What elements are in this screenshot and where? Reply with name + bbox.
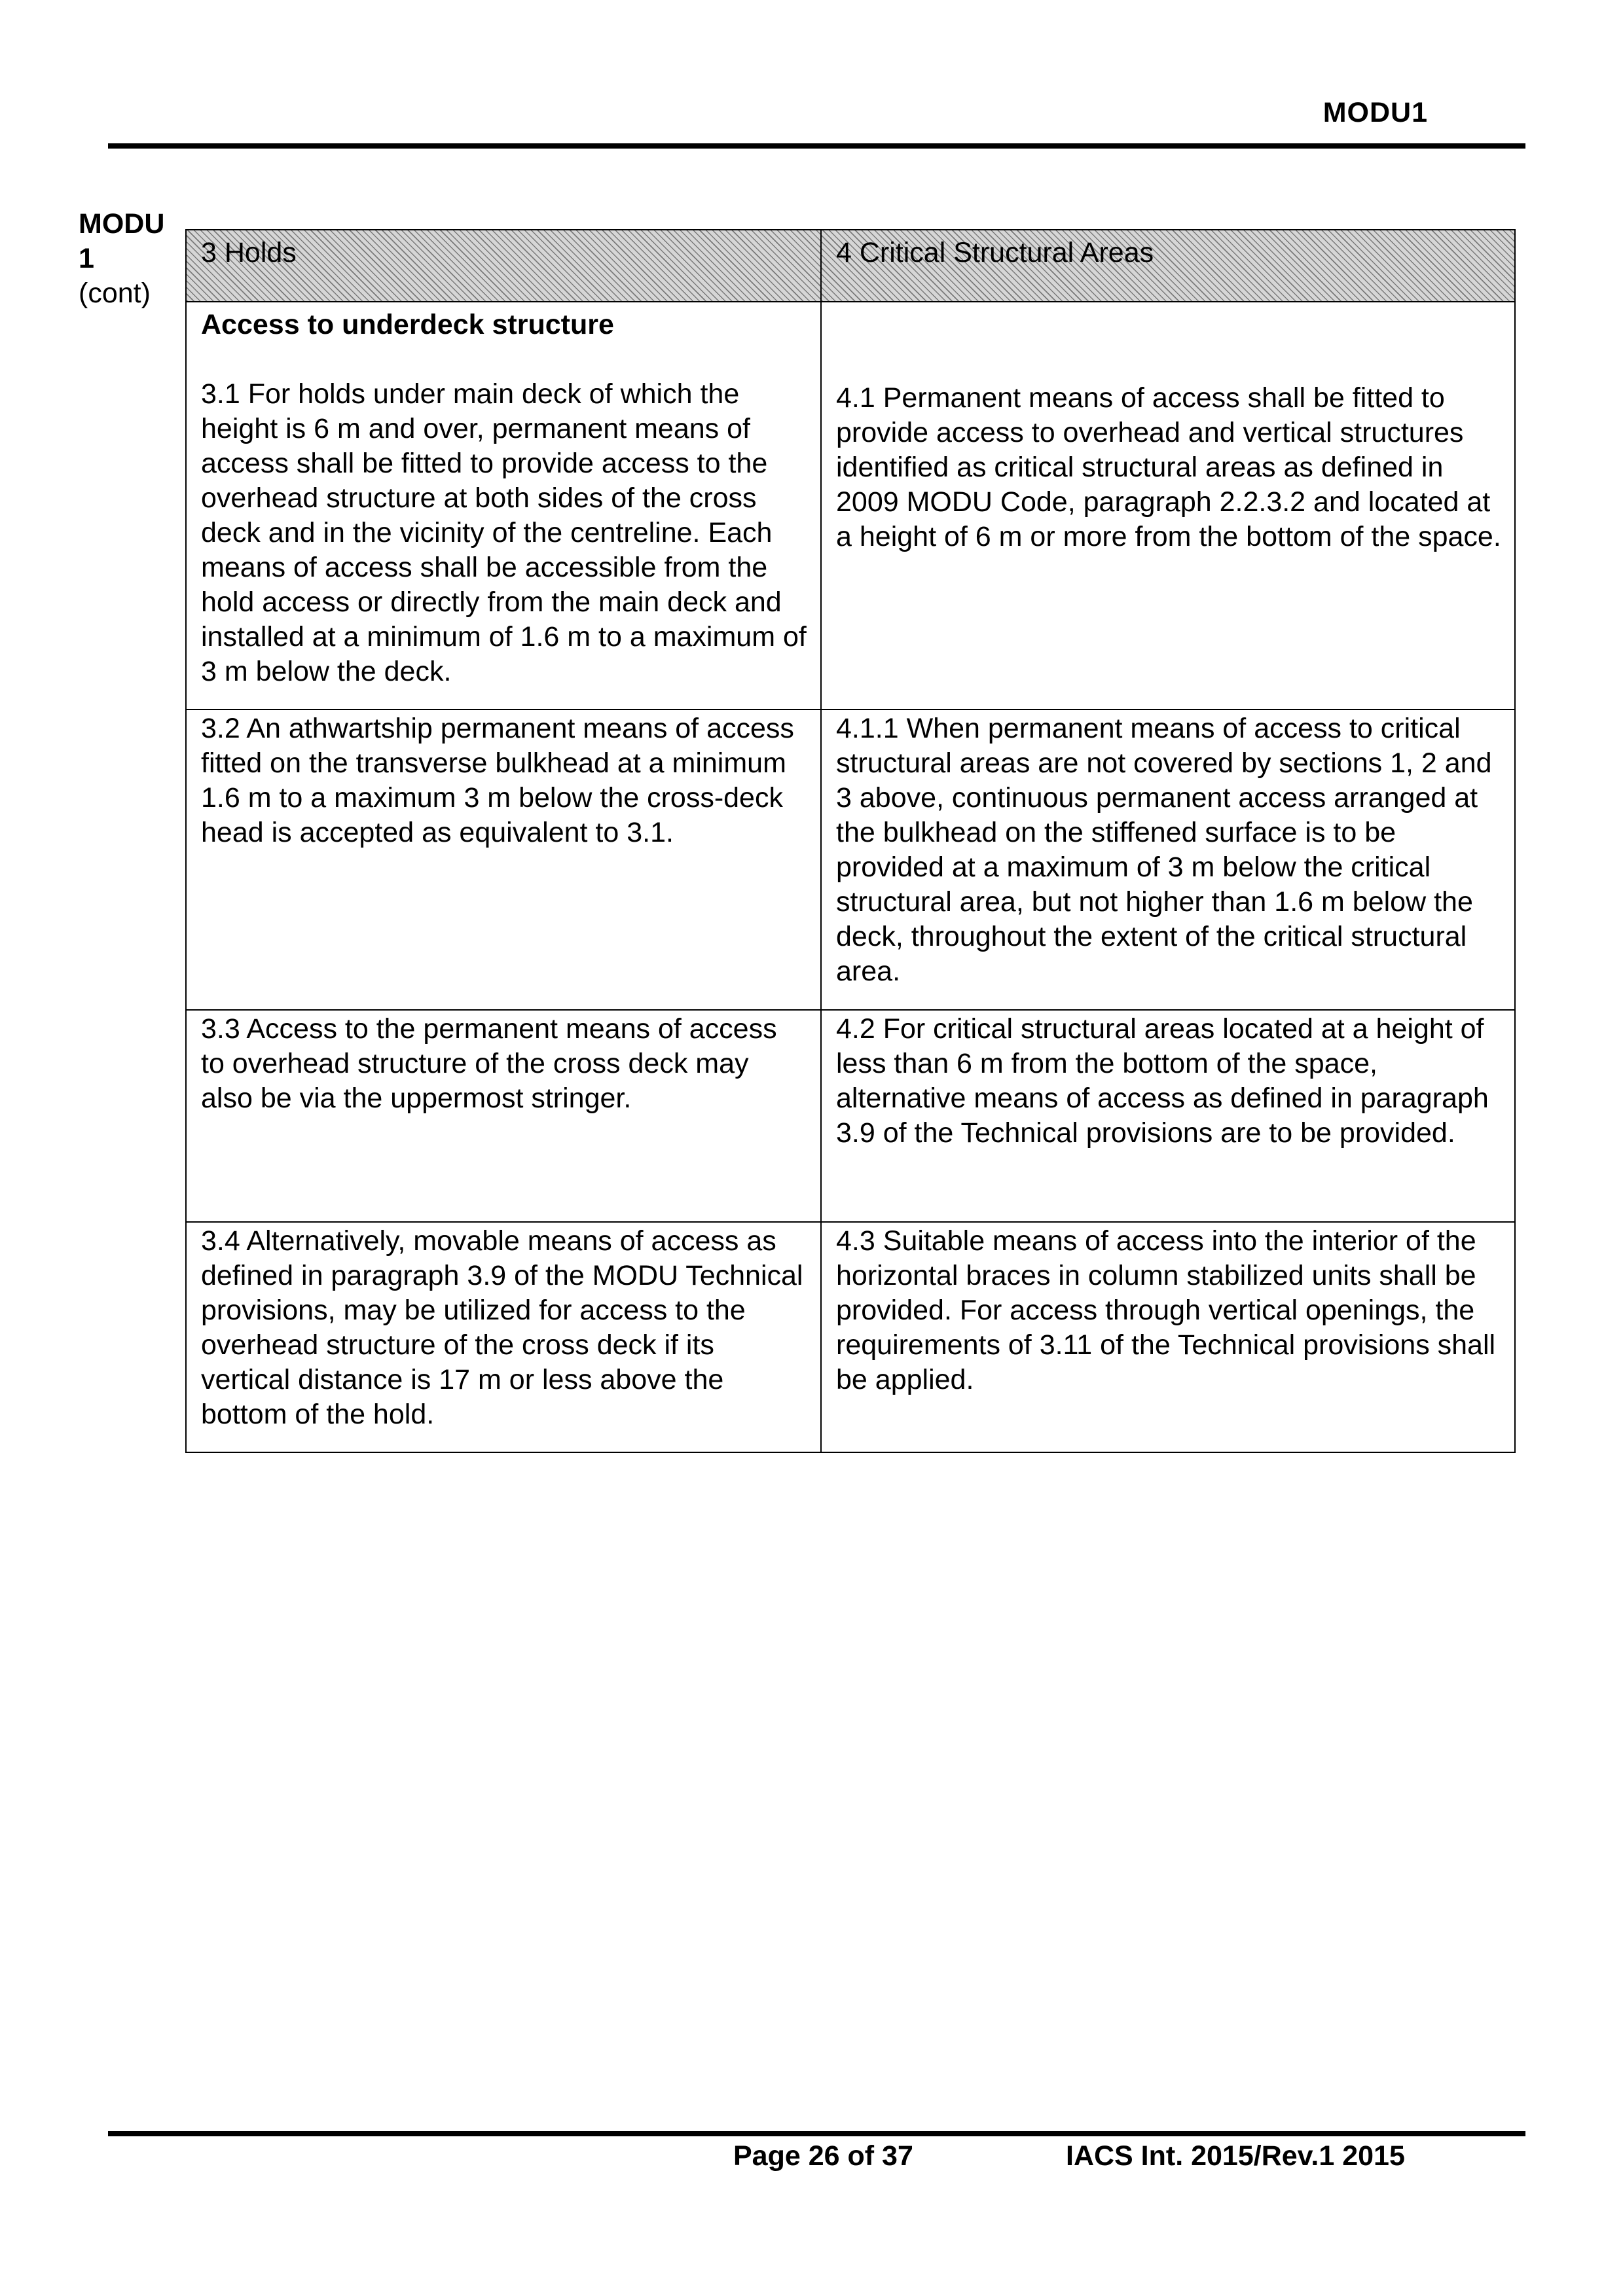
table-cell — [186, 302, 821, 709]
paragraph-4-1: 4.1 Permanent means of access shall be fitted to provide access to overhead and vertical structures identified as critical structural areas as defined in 2009 MODU Code, paragraph 2.2.3.2 and located at a height of 6 m or more from the bottom of the space. — [836, 382, 1501, 552]
paragraph-4-2: 4.2 For critical structural areas located at a height of less than 6 m from the bottom of the space, alternative means of access as defined in paragraph 3.9 of the Technical provisions are to be provided. — [836, 1013, 1489, 1149]
paragraph-4-3: 4.3 Suitable means of access into the interior of the horizontal braces in column stabilized units shall be provided. For access through vertical openings, the requirements of 3.11 of the Technical provisions shall be applied. — [836, 1225, 1496, 1395]
table-cell — [821, 1222, 1515, 1452]
table-row — [186, 1010, 1515, 1222]
table-cell — [186, 1222, 821, 1452]
header-rule — [108, 143, 1525, 149]
requirements-table — [185, 229, 1516, 1453]
paragraph-3-3: 3.3 Access to the permanent means of access to overhead structure of the cross deck may also be via the uppermost stringer. — [201, 1013, 777, 1114]
side-label — [79, 207, 177, 311]
table-row — [186, 302, 1515, 709]
footer-rule — [108, 2131, 1525, 2136]
paragraph-4-1-1: 4.1.1 When permanent means of access to critical structural areas are not covered by sections 1, 2 and 3 above, continuous permanent access arranged at the bulkhead on the stiffened surface is to be provided at a maximum of 3 m below the critical structural area, but not higher than 1.6 m below the deck, throughout the extent of the critical structural area. — [836, 713, 1492, 987]
page-number: Page 26 of 37 — [733, 2140, 913, 2172]
column-header-critical-areas: 4 Critical Structural Areas — [821, 230, 1515, 302]
paragraph-3-2: 3.2 An athwartship permanent means of access fitted on the transverse bulkhead at a minimum 1.6 m to a maximum 3 m below the cross-deck head is accepted as equivalent to 3.1. — [201, 713, 794, 848]
table-header-row — [186, 230, 1515, 302]
table-row — [186, 709, 1515, 1010]
column-header-holds: 3 Holds — [186, 230, 821, 302]
paragraph-3-1: 3.1 For holds under main deck of which the height is 6 m and over, permanent means of access shall be fitted to provide access to the overhead structure at both sides of the cross deck and in the vicinity of the centreline. Each means of access shall be accessible from the hold access or directly from the main deck and installed at a minimum of 1.6 m to a maximum of 3 m below the deck. — [201, 378, 807, 687]
table-cell — [821, 302, 1515, 709]
table-cell — [186, 709, 821, 1010]
table-cell — [186, 1010, 821, 1222]
document-reference: IACS Int. 2015/Rev.1 2015 — [1066, 2140, 1405, 2172]
side-label-line2: 1 — [79, 243, 94, 274]
table-cell — [821, 1010, 1515, 1222]
document-code: MODU1 — [1322, 97, 1428, 128]
section-subheading: Access to underdeck structure — [201, 309, 614, 340]
table-row — [186, 1222, 1515, 1452]
paragraph-3-4: 3.4 Alternatively, movable means of access as defined in paragraph 3.9 of the MODU Technical provisions, may be utilized for access to the overhead structure of the cross deck if its vertical distance is 17 m or less above the bottom of the hold. — [201, 1225, 803, 1430]
table-cell — [821, 709, 1515, 1010]
side-label-line1: MODU — [79, 208, 165, 240]
side-label-line3: (cont) — [79, 278, 151, 309]
